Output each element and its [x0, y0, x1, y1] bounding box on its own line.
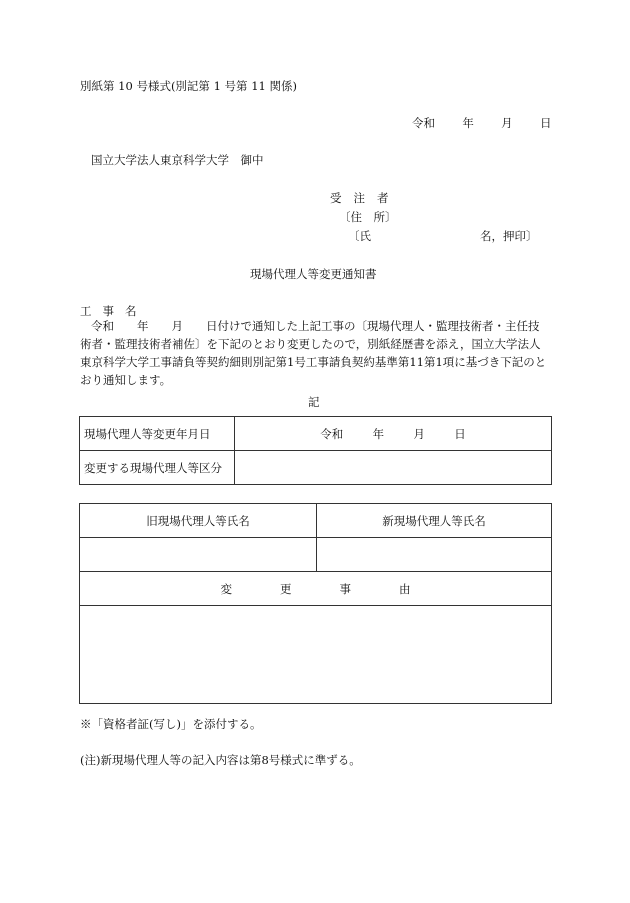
contractor-name-open: 〔氏: [348, 229, 371, 243]
change-date-year: 年: [372, 426, 385, 441]
contractor-char-1: 受: [330, 191, 342, 205]
ki-heading: 記: [308, 395, 320, 409]
contractor-name-close: 名，押印〕: [480, 229, 538, 243]
change-date-month: 月: [413, 426, 425, 441]
reason-char-1: 変: [220, 581, 232, 596]
change-date-value-cell[interactable]: [235, 417, 552, 451]
contractor-label: [330, 190, 389, 206]
project-char-1: 工: [80, 304, 92, 318]
reason-char-4: 由: [399, 581, 411, 596]
change-date-day: 日: [454, 426, 466, 441]
body-line-3: 東京科学大学工事請負等契約細則別記第1号工事請負契約基準第11第1項に基づき下記のと: [80, 355, 547, 369]
change-date-label: 現場代理人等変更年月日: [84, 426, 211, 441]
addressee: 国立大学法人東京科学大学 御中: [91, 153, 264, 167]
attachment-note: ※「資格者証(写し)」を添付する。: [80, 717, 262, 731]
date-day: 日: [539, 116, 552, 130]
footnote: (注)新現場代理人等の記入内容は第8号様式に準ずる。: [80, 753, 361, 767]
project-name-label: [80, 303, 137, 319]
new-agent-header-cell: [317, 504, 552, 538]
new-agent-name-cell[interactable]: [317, 538, 552, 572]
body-line-1: 令和 年 月 日付けで通知した上記工事の〔現場代理人・監理技術者・主任技: [91, 319, 540, 333]
old-agent-header: 旧現場代理人等氏名: [146, 513, 250, 528]
reason-char-3: 事: [339, 581, 351, 596]
change-date-label-cell: [80, 417, 235, 451]
date-era: 令和: [412, 116, 435, 130]
contractor-char-2: 注: [353, 191, 365, 205]
date-year: 年: [462, 116, 474, 130]
agent-category-label-cell: [80, 451, 235, 485]
contractor-char-3: 者: [377, 191, 389, 205]
reason-header-cell: [80, 572, 552, 606]
project-char-2: 事: [102, 304, 114, 318]
date-line: [412, 115, 551, 131]
body-line-2: 術者・監理技術者補佐〕を下記のとおり変更したので，別紙経歴書を添え，国立大学法人: [80, 337, 541, 351]
change-date-table: [79, 416, 552, 485]
form-number: 別紙第 10 号様式(別記第 1 号第 11 関係): [80, 79, 297, 93]
reason-value-cell[interactable]: [80, 606, 552, 704]
contractor-address-label: 〔住 所〕: [339, 210, 397, 224]
old-agent-header-cell: [80, 504, 317, 538]
new-agent-header: 新現場代理人等氏名: [382, 513, 486, 528]
project-char-3: 名: [125, 304, 137, 318]
change-date-era: 令和: [320, 426, 344, 441]
old-agent-name-cell[interactable]: [80, 538, 317, 572]
date-month: 月: [501, 116, 513, 130]
body-line-4: おり通知します。: [80, 373, 172, 387]
agent-change-table: [79, 503, 552, 704]
agent-category-label: 変更する現場代理人等区分: [84, 460, 222, 475]
agent-category-value-cell[interactable]: [235, 451, 552, 485]
reason-char-2: 更: [280, 581, 292, 596]
document-title: 現場代理人等変更通知書: [250, 267, 377, 281]
